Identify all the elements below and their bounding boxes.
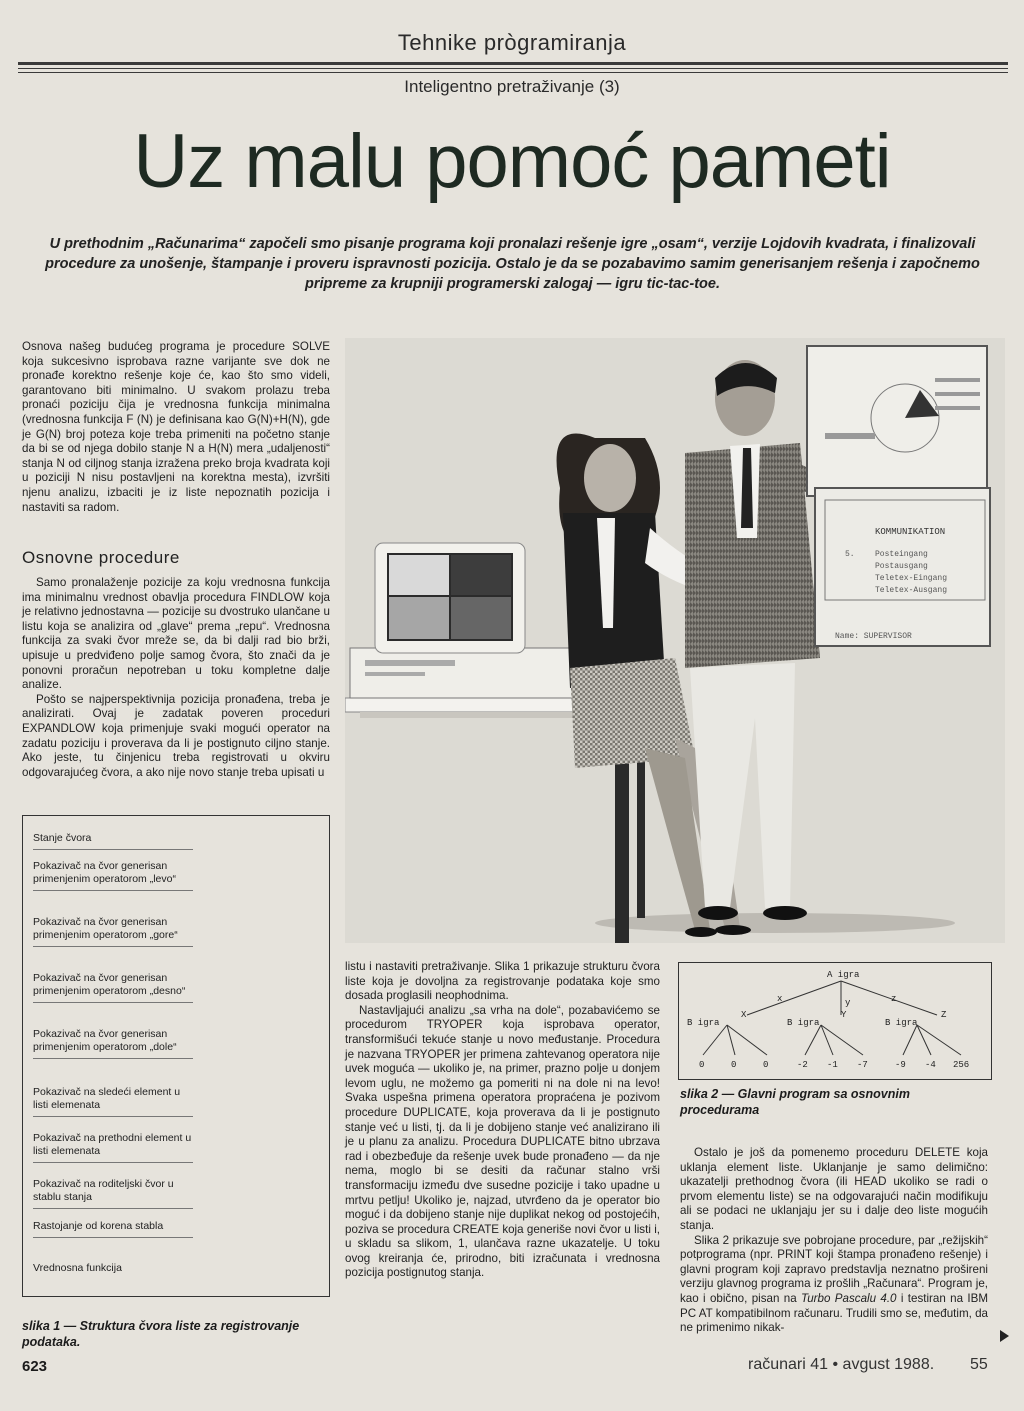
- node-row: Vrednosna funkcija: [33, 1262, 122, 1274]
- header-rule-thin: [18, 68, 1008, 69]
- tree-edge: x: [777, 994, 783, 1004]
- node-structure-figure: [22, 815, 330, 1297]
- search-tree-diagram: [679, 963, 991, 1079]
- board-title: KOMMUNIKATION: [875, 527, 946, 537]
- header-rule: [18, 62, 1008, 65]
- tree-leaf: 0: [763, 1060, 769, 1070]
- figure2-tree: [678, 962, 992, 1080]
- magazine-footer: računari 41 • avgust 1988.: [748, 1356, 935, 1373]
- tree-leaf: 0: [731, 1060, 737, 1070]
- board-item: Teletex-Ausgang: [875, 586, 948, 595]
- header-rule-thin-2: [18, 72, 1008, 73]
- tree-child-edge: Y: [841, 1010, 847, 1020]
- node-row: Stanje čvora: [33, 832, 193, 850]
- paragraph-expandlow: Pošto se najperspektivnija pozicija pronađena, treba je analizirati. Ovaj je zadatak poveren proceduri EXPANDLOW koja primenjuje svaki mogući operator na zadatu poziciju i proverava da li je postignuto ciljno stanje. Ako jeste, tu činjenicu treba registrovati u okviru odgovarajućeg čvora, a ako nije novo stanje treba upisati u: [22, 692, 330, 779]
- page-number-right: 55: [970, 1356, 988, 1373]
- node-row: Pokazivač na čvor generisan primenjenim operatorom „desno“: [33, 972, 193, 1003]
- tree-edge: z: [891, 994, 897, 1004]
- node-row: Rastojanje od korena stabla: [33, 1220, 193, 1238]
- tree-leaf: 256: [953, 1060, 970, 1070]
- paragraph-slika2-text: Slika 2 prikazuje sve pobrojane procedure, par „režijskih“ potprograma (npr. PRINT koji štampa pronađeno rešenje) i glavni program koji zapravo predstavlja neznatno prošireni verziju glavnog programa iz prošlih „Računara“. Program je, kao i obično, pisan na: [680, 1233, 988, 1305]
- tree-leaf: -7: [857, 1060, 868, 1070]
- board-item: Posteingang: [875, 550, 928, 559]
- right-column: [680, 1146, 988, 1336]
- continue-arrow-icon: [1000, 1330, 1009, 1342]
- node-row: Pokazivač na sledeći element u listi elemenata: [33, 1086, 193, 1117]
- tree-leaf: -2: [797, 1060, 808, 1070]
- section-heading: Osnovne procedure: [22, 548, 180, 567]
- tree-leaf: -1: [827, 1060, 838, 1070]
- article-headline: Uz malu pomoć pameti: [133, 119, 891, 204]
- board-item: Postausgang: [875, 562, 928, 571]
- page-number-left: 623: [22, 1358, 48, 1375]
- left-column-body: [22, 576, 330, 780]
- figure2-caption: slika 2 — Glavni program sa osnovnim procedurama: [680, 1087, 910, 1117]
- paragraph-tryoper: Nastavljajući analizu „sa vrha na dole“, pozabavićemo se procedurom TRYOPER koja isprobava operator, transformišući tekuće stanje u novo međustanje. Procedura je nazvana TRYOPER jer primena zahtevanog operatora nije uvek moguća — ukoliko je, na primer, prazno polje u donjem levom uglu, ne možemo ga pomeriti ni na dole ni na levo! Svaka uspešna primena operatora propraćena je pozivom procedure DUPLICATE, koja proverava da li je postignuto stanje već u listi, tj. da li je dobijeno stanje već analizirano ili je u planu za analizu. Procedura DUPLICATE bitno ubrzava rad i obezbeđuje da rešenje uvek bude pronađeno — da nje nema, moglo bi se desiti da računar stalno vrši transformaciju između dve susedne pozicije i tako upadne u mrtvu petlju! Ukoliko je, najzad, utvrđeno da je operator bio moguć i da dobijeno stanje nije duplikat nekog od postojećih, poziva se procedura CREATE koja generiše novi čvor u listi i, u skladu sa slikom, 1, ulančava razne ukazatelje. U toku ovog kreiranja će, prirodno, biti izračunata i vrednosna pozicija postignutog stanja.: [345, 1003, 660, 1280]
- board-item: Teletex-Eingang: [875, 574, 948, 583]
- section-title: Tehnike prògramiranja: [397, 30, 627, 55]
- article-lead: U prethodnim „Računarima“ započeli smo pisanje programa koji pronalazi rešenje igre „osam“, verzije Lojdovih kvadrata, i finalizovali procedure za unošenje, štampanje i proveru ispravnosti pozicija. Ostalo je da se pozabavimo samim generisanjem rešenja i započnemo pripreme za krupniji programerski zalogaj — igru tic-tac-toe.: [45, 236, 980, 292]
- tree-edge: y: [845, 998, 851, 1008]
- tree-child-edge: X: [741, 1010, 747, 1020]
- tree-child: B igra: [687, 1018, 720, 1028]
- middle-column: [345, 960, 660, 1281]
- intro-paragraph: Osnova našeg budućeg programa je procedure SOLVE koja sukcesivno isprobava razne varijante sve dok ne pronađe korektno rešenje koje će, kao što smo videli, garantovano biti minimalno. U svakom prolazu treba pronaći poziciju čija je vrednosna funkcija minimalna (vrednosna funkcija F (N) je definisana kao G(N)+H(N), gde je G(N) broj poteza koje treba primeniti na početno stanje da bi se od njega dobilo stanje N a H(N) mera „udaljenosti“ stanja N od ciljnog stanja izražena preko broja kvadrata koji u poziciji N nisu postavljeni na korektna mesta), izvršiti njenu analizu, izbaciti je iz liste nepoznatih pozicija i nastaviti sa radom.: [22, 340, 330, 514]
- left-column: [22, 340, 330, 515]
- series-subtitle: Inteligentno pretraživanje (3): [404, 77, 620, 96]
- figure1-caption: slika 1 — Struktura čvora liste za registrovanje podataka.: [22, 1319, 300, 1349]
- paragraph-slika2-text-end: i testiran na IBM PC AT kompatibilnom računaru. Trudili smo se, međutim, da ne primenimo nikak-: [680, 1291, 988, 1335]
- board-name: Name: SUPERVISOR: [835, 632, 912, 641]
- photo-presenters: [345, 338, 1005, 943]
- photo-illustration: [345, 338, 1005, 943]
- turbo-pascal-text: Turbo Pascalu 4.0: [801, 1291, 897, 1305]
- node-row: Pokazivač na roditeljski čvor u stablu stanja: [33, 1178, 193, 1209]
- paragraph-slika2: [680, 1234, 988, 1336]
- paragraph-delete: Ostalo je još da pomenemo proceduru DELETE koja uklanja element liste. Uklanjanje je samo delimično: ukazatelji prethodnog čvora (ili HEAD ukoliko se radi o prvom elementu liste) se na odgovarajući način modifikuju ali se podaci ne uklanjaju jer su i dalje deo liste mogućih stanja.: [680, 1146, 988, 1232]
- tree-leaf: -4: [925, 1060, 936, 1070]
- paragraph-findlow: Samo pronalaženje pozicije za koju vrednosna funkcija ima minimalnu vrednost obavlja procedura FINDLOW koja je relativno jednostavna — pozicije su dvostruko ulančane u listu koja se analizira od „glave“ prema „repu“. Vrednosna funkcija za svaki čvor mreže se, da bi dalji rad bio brži, upisuje u predviđeno polje samog čvora, što znači da je ponovni proračun nepotreban u toku kompletne dalje analize.: [22, 576, 330, 692]
- tree-leaf: 0: [699, 1060, 705, 1070]
- node-row: Pokazivač na čvor generisan primenjenim operatorom „dole“: [33, 1028, 193, 1059]
- paragraph-slika1: listu i nastaviti pretraživanje. Slika 1 prikazuje strukturu čvora liste koja je dovoljna za registrovanje podataka koje smo dosada proglasili neophodnima.: [345, 960, 660, 1003]
- board-number: 5.: [845, 550, 855, 559]
- node-row: Pokazivač na čvor generisan primenjenim operatorom „gore“: [33, 916, 193, 947]
- node-row: Pokazivač na prethodni element u listi elemenata: [33, 1132, 193, 1163]
- tree-child: B igra: [885, 1018, 918, 1028]
- node-row: Pokazivač na čvor generisan primenjenim operatorom „levo“: [33, 860, 193, 891]
- tree-leaf: -9: [895, 1060, 906, 1070]
- tree-child-edge: Z: [941, 1010, 947, 1020]
- tree-root: A igra: [827, 970, 860, 980]
- tree-child: B igra: [787, 1018, 820, 1028]
